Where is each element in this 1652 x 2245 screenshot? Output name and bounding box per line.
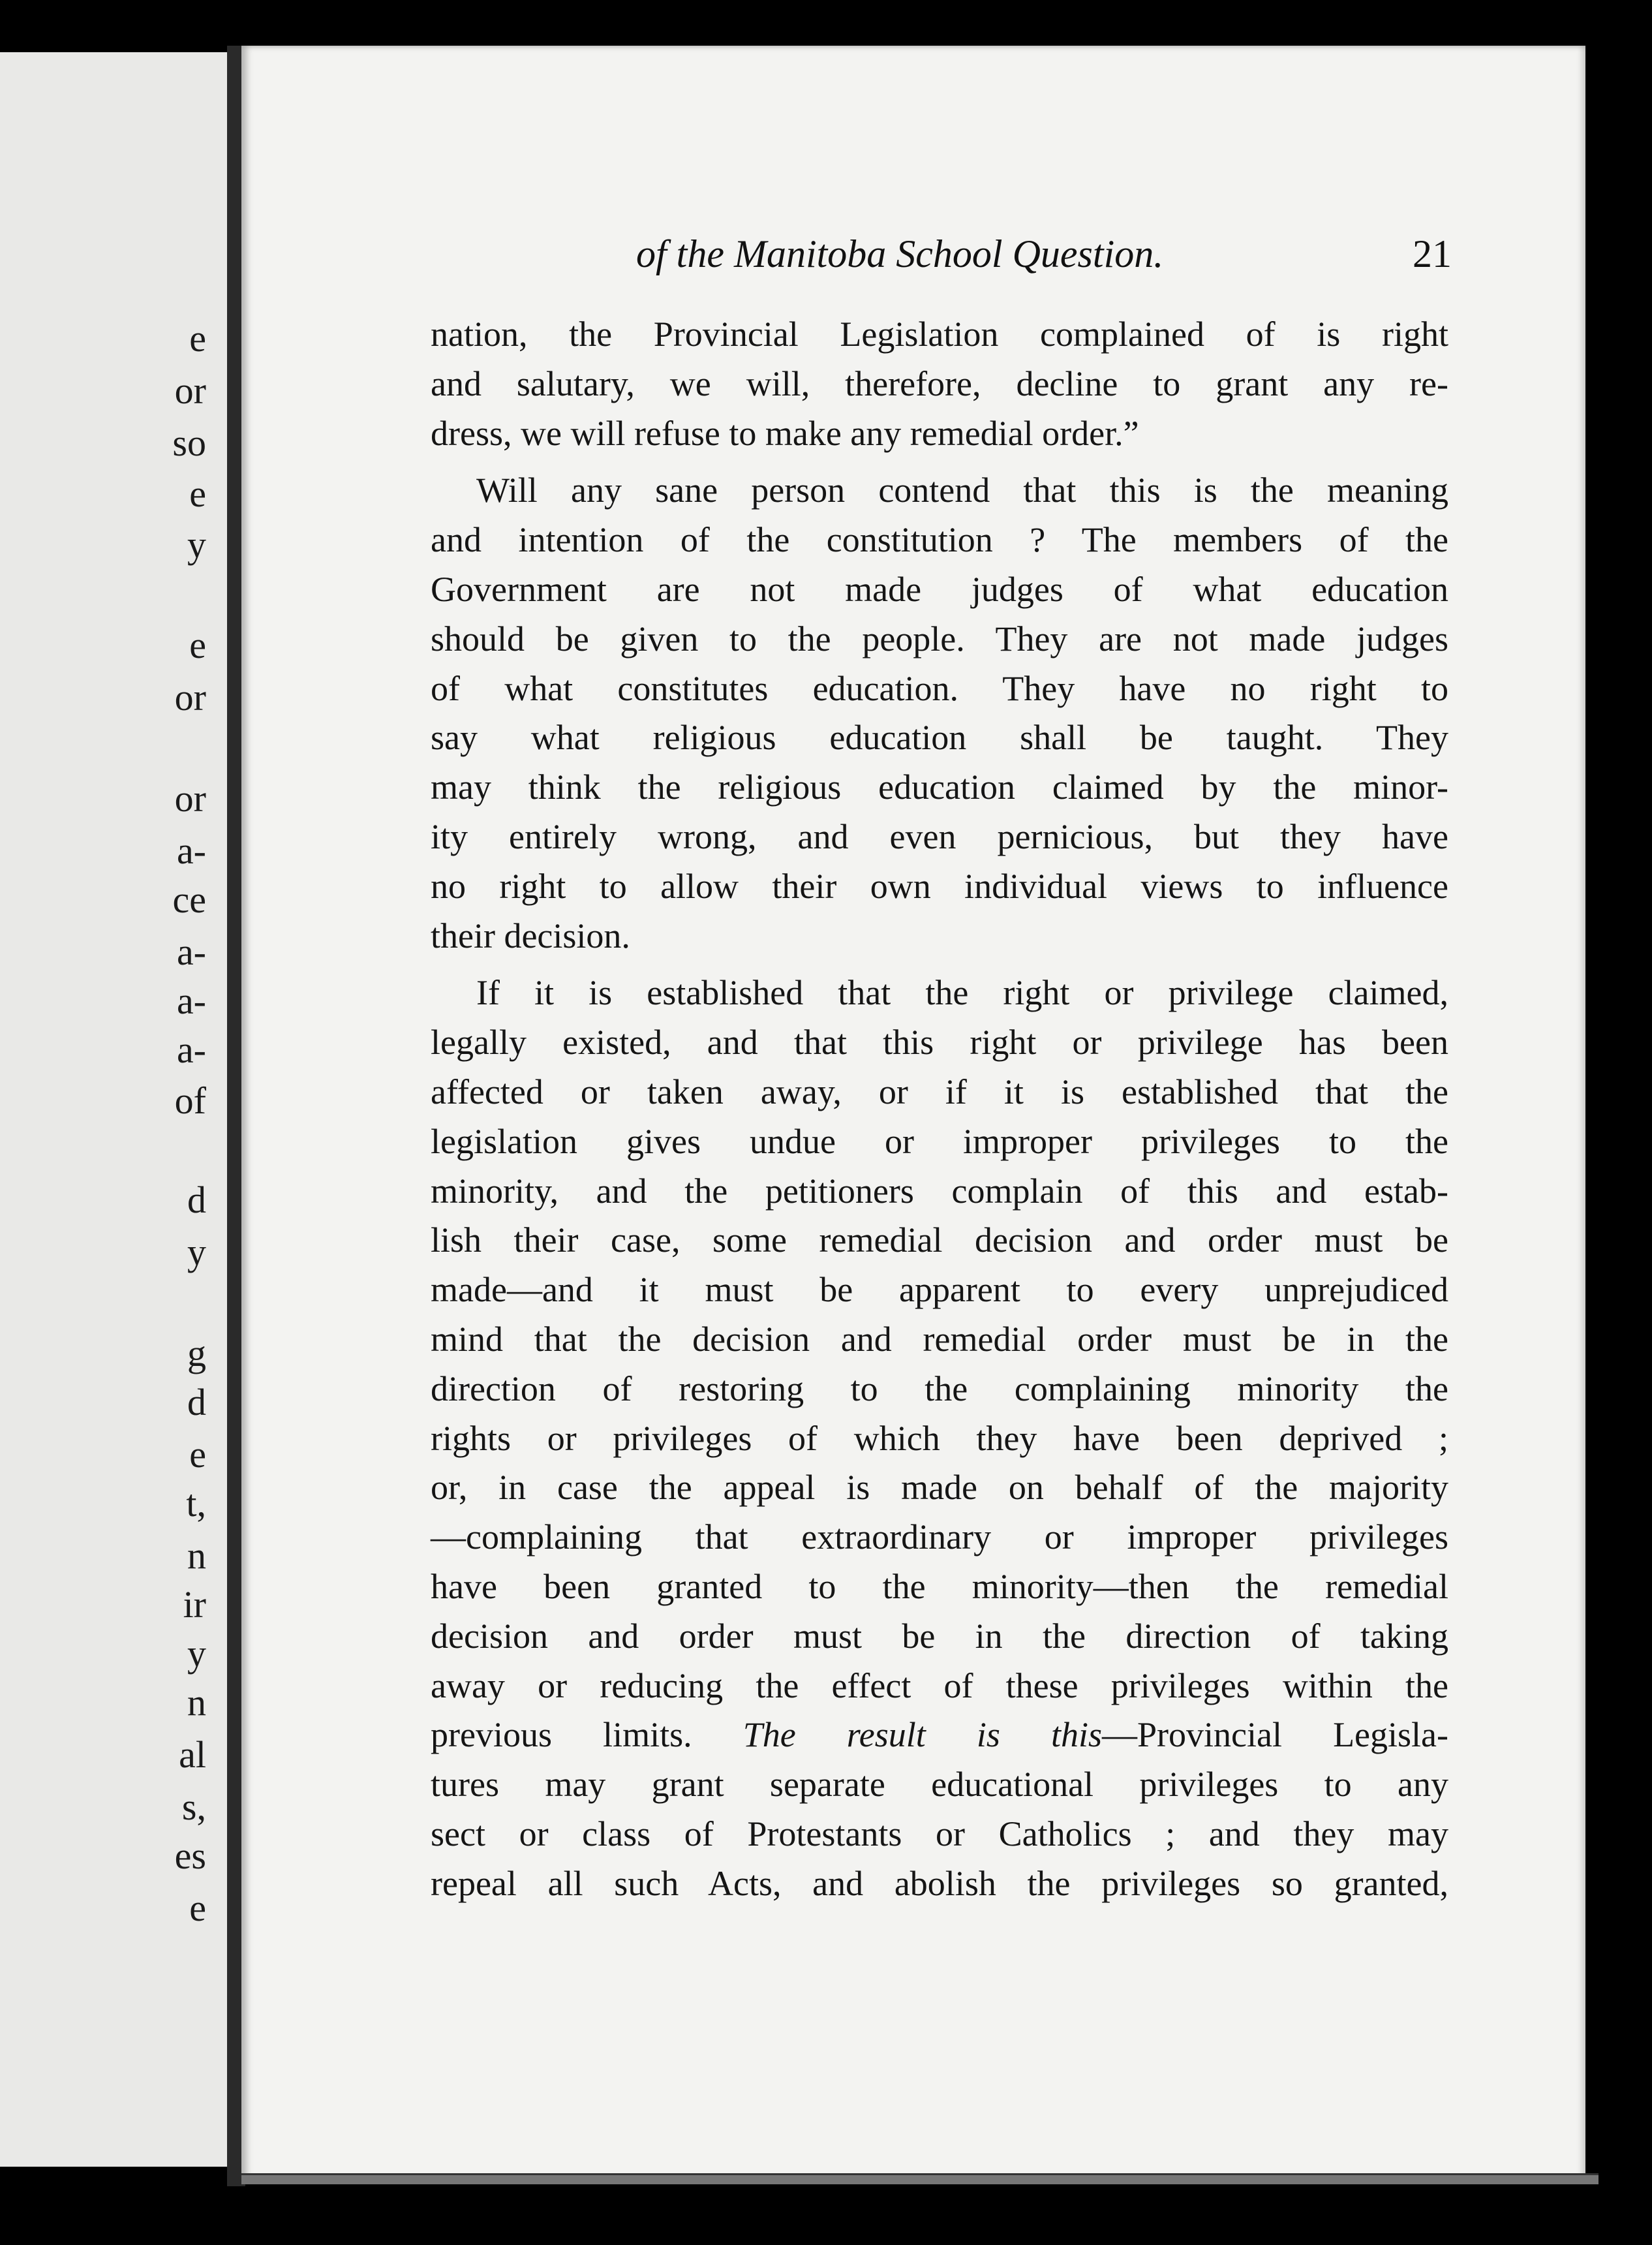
text-line: rights or privileges of which they have been deprived ;	[431, 1418, 1448, 1458]
facing-page-fragment: y	[187, 1632, 206, 1675]
text-line: and salutary, we will, therefore, decline to grant any re-	[431, 364, 1448, 403]
text-line: tures may grant separate educational privileges to any	[431, 1765, 1448, 1804]
running-head-title: of the Manitoba School Question.	[636, 232, 1164, 275]
facing-page-fragment: e	[189, 472, 206, 515]
facing-page-fragment: a-	[176, 1029, 206, 1071]
text-line: legally existed, and that this right or privilege has been	[431, 1023, 1448, 1062]
facing-page-fragment: so	[172, 422, 206, 464]
facing-page-fragment: a-	[176, 980, 206, 1022]
text-line: mind that the decision and remedial order must be in the	[431, 1319, 1448, 1359]
text-line: ity entirely wrong, and even pernicious, but they have	[431, 816, 1448, 856]
text-line: say what religious education shall be taught. They	[431, 718, 1448, 758]
facing-page-fragment: e	[189, 624, 206, 666]
text-line: nation, the Provincial Legislation complained of is right	[431, 315, 1448, 354]
text-line: sect or class of Protestants or Catholics ; and they may	[431, 1814, 1448, 1853]
text-line: have been granted to the minority—then the remedial	[431, 1566, 1448, 1606]
text-line: previous limits. The result is this—Provincial Legisla-	[431, 1715, 1448, 1755]
facing-page-fragment: d	[187, 1381, 206, 1423]
facing-page-fragment: or	[174, 369, 206, 412]
text-line: minority, and the petitioners complain of this and estab-	[431, 1171, 1448, 1211]
text-line: should be given to the people. They are not made judges	[431, 619, 1448, 658]
text-line: Government are not made judges of what education	[431, 569, 1448, 609]
facing-page-fragment: al	[179, 1733, 206, 1776]
text-line: decision and order must be in the direction of taking	[431, 1616, 1448, 1656]
body-text	[431, 310, 1448, 1917]
facing-page-fragment: ce	[172, 878, 206, 921]
facing-page-fragment: or	[174, 777, 206, 820]
facing-page-fragment: y	[187, 523, 206, 566]
facing-page-fragment: t,	[186, 1482, 206, 1525]
facing-page-fragment: or	[174, 676, 206, 719]
text-line: and intention of the constitution ? The members of the	[431, 520, 1448, 560]
text-line: affected or taken away, or if it is established that the	[431, 1072, 1448, 1111]
facing-page-fragment: d	[187, 1179, 206, 1221]
text-line: direction of restoring to the complaining minority the	[431, 1369, 1448, 1408]
text-line: their decision.	[431, 916, 630, 955]
facing-page-fragment: s,	[181, 1786, 206, 1828]
facing-page-fragment: g	[187, 1332, 206, 1374]
text-line: may think the religious education claimed by the minor-	[431, 767, 1448, 807]
page-bottom-edge	[241, 2173, 1598, 2184]
facing-page-fragment: a-	[176, 829, 206, 872]
facing-page-fragment: y	[187, 1231, 206, 1273]
facing-page-fragment: a-	[176, 931, 206, 973]
paragraph	[431, 968, 1448, 1908]
facing-page-fragment: ir	[183, 1583, 206, 1626]
text-line: legislation gives undue or improper privileges to the	[431, 1121, 1448, 1161]
paragraph	[431, 310, 1448, 458]
facing-page-fragment: of	[174, 1079, 206, 1122]
text-line: lish their case, some remedial decision and order must be	[431, 1220, 1448, 1260]
facing-page-fragment: e	[189, 1433, 206, 1476]
text-line: dress, we will refuse to make any remedial order.”	[431, 413, 1139, 453]
text-line: —complaining that extraordinary or improper privileges	[431, 1517, 1448, 1557]
facing-page-fragment: n	[187, 1681, 206, 1724]
facing-page-fragment: n	[187, 1534, 206, 1577]
facing-page-fragment: e	[189, 317, 206, 360]
text-line: Will any sane person contend that this is the meaning	[476, 471, 1448, 510]
text-line: or, in case the appeal is made on behalf of the majority	[431, 1468, 1448, 1508]
facing-page-fragment: e	[189, 1887, 206, 1929]
text-line: no right to allow their own individual views to influence	[431, 866, 1448, 906]
text-line: If it is established that the right or privilege claimed,	[476, 973, 1448, 1013]
facing-page-fragment: es	[174, 1835, 206, 1877]
text-line: of what constitutes education. They have no right to	[431, 668, 1448, 708]
text-line: away or reducing the effect of these privileges within the	[431, 1665, 1448, 1705]
facing-page-edge	[0, 52, 232, 2167]
page-number: 21	[1413, 232, 1452, 275]
text-line: made—and it must be apparent to every unprejudiced	[431, 1270, 1448, 1310]
running-head	[636, 232, 1452, 284]
paragraph	[431, 466, 1448, 961]
text-line: repeal all such Acts, and abolish the privileges so granted,	[431, 1863, 1448, 1903]
